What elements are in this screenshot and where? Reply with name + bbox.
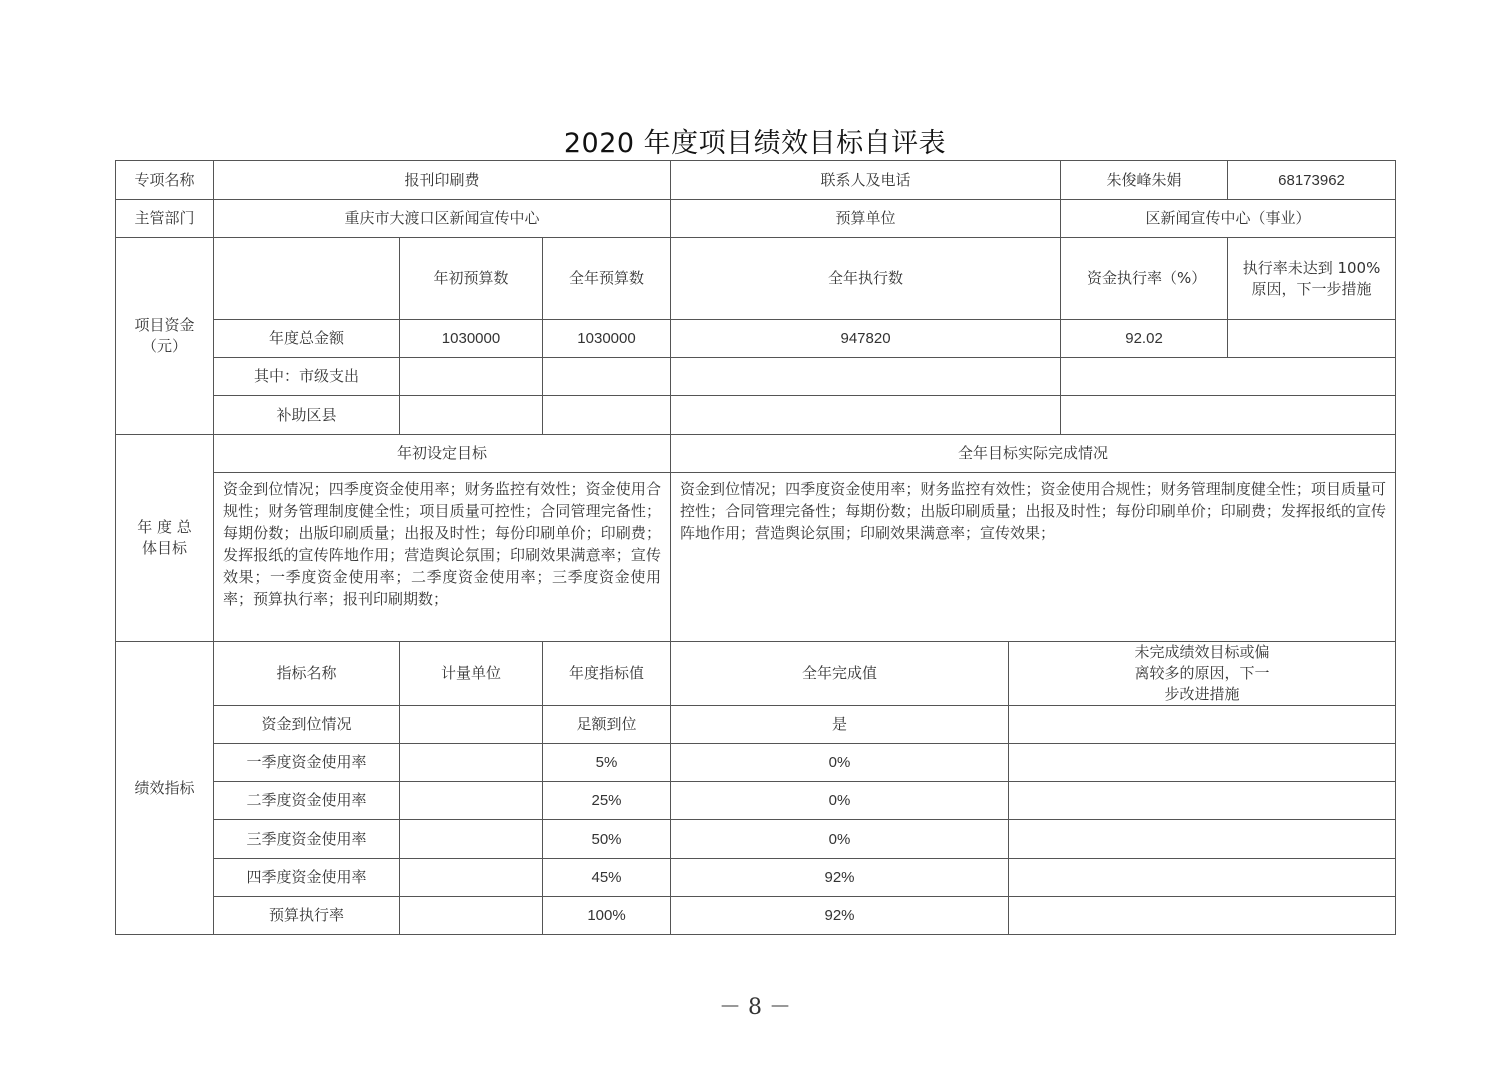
indicator-unit [400,744,543,782]
page-title: 2020 年度项目绩效目标自评表 [563,128,947,159]
header-annual-budget: 全年预算数 [543,238,671,320]
row-funds-header [116,238,1396,320]
funds-executed: 947820 [671,320,1061,358]
indicator-row [116,744,1396,782]
indicator-reason [1009,859,1396,897]
indicator-actual: 92% [671,859,1009,897]
funds-initial: 1030000 [400,320,543,358]
goals-initial-text: 资金到位情况；四季度资金使用率；财务监控有效性；资金使用合规性；财务管理制度健全性；项目质量可控性；合同管理完备性；每期份数；出版印刷质量；出报及时性；每份印刷单价；印刷费；发挥报纸的宣传阵地作用；营造舆论氛围；印刷效果满意率；宣传效果；一季度资金使用率；二季度资金使用率；三季度资金使用率；预算执行率；报刊印刷期数； [214,473,671,642]
funds-row [116,396,1396,435]
indicator-reason [1009,820,1396,859]
funds-row-label: 其中：市级支出 [214,358,400,396]
funds-executed [671,396,1061,435]
indicator-name: 三季度资金使用率 [214,820,400,859]
header-indicator-reason: 未完成绩效目标或偏离较多的原因，下一步改进措施 [1009,642,1396,706]
goals-label: 年 度 总体目标 [116,435,214,642]
funds-initial [400,358,543,396]
indicator-name: 四季度资金使用率 [214,859,400,897]
page-number: － 8 － [719,995,791,1020]
header-indicator-target: 年度指标值 [543,642,671,706]
indicator-reason [1009,897,1396,935]
indicator-actual: 是 [671,706,1009,744]
indicator-actual: 0% [671,782,1009,820]
indicator-target: 100% [543,897,671,935]
indicator-target: 25% [543,782,671,820]
header-indicator-name: 指标名称 [214,642,400,706]
goals-actual-header: 全年目标实际完成情况 [671,435,1396,473]
indicator-name: 一季度资金使用率 [214,744,400,782]
indicators-label: 绩效指标 [116,642,214,935]
indicator-row [116,859,1396,897]
funds-initial [400,396,543,435]
indicator-actual: 0% [671,744,1009,782]
funds-row-label: 年度总金额 [214,320,400,358]
row-project-name [116,161,1396,200]
header-execution-rate: 资金执行率（%） [1061,238,1228,320]
goals-initial-header: 年初设定目标 [214,435,671,473]
header-indicator-actual: 全年完成值 [671,642,1009,706]
indicator-target: 5% [543,744,671,782]
goals-actual-text: 资金到位情况；四季度资金使用率；财务监控有效性；资金使用合规性；财务管理制度健全性；项目质量可控性；合同管理完备性；每期份数；出版印刷质量；出报及时性；每份印刷单价；印刷费；发挥报纸的宣传阵地作用；营造舆论氛围；印刷效果满意率；宣传效果； [671,473,1396,642]
row-indicators-header [116,642,1396,706]
project-name-label: 专项名称 [116,161,214,200]
indicator-target: 足额到位 [543,706,671,744]
funds-rate [1061,396,1396,435]
contact-name: 朱俊峰朱娟 [1061,161,1228,200]
funds-rate: 92.02 [1061,320,1228,358]
indicator-unit [400,897,543,935]
indicator-unit [400,859,543,897]
indicator-unit [400,782,543,820]
row-department [116,200,1396,238]
indicator-reason [1009,744,1396,782]
funds-annual: 1030000 [543,320,671,358]
contact-label: 联系人及电话 [671,161,1061,200]
funds-reason [1228,320,1396,358]
row-goals-header [116,435,1396,473]
indicator-target: 45% [543,859,671,897]
department-label: 主管部门 [116,200,214,238]
funds-annual [543,358,671,396]
project-name-value: 报刊印刷费 [214,161,671,200]
funds-label: 项目资金（元） [116,238,214,435]
funds-row-label: 补助区县 [214,396,400,435]
indicator-name: 预算执行率 [214,897,400,935]
indicator-name: 资金到位情况 [214,706,400,744]
header-indicator-unit: 计量单位 [400,642,543,706]
header-shortfall-reason: 执行率未达到 100% 原因，下一步措施 [1228,238,1396,320]
funds-header-blank [214,238,400,320]
performance-table [115,160,1396,935]
indicator-actual: 0% [671,820,1009,859]
indicator-row [116,782,1396,820]
funds-rate [1061,358,1396,396]
indicator-unit [400,820,543,859]
indicator-name: 二季度资金使用率 [214,782,400,820]
indicator-target: 50% [543,820,671,859]
indicator-actual: 92% [671,897,1009,935]
indicator-reason [1009,782,1396,820]
contact-phone: 68173962 [1228,161,1396,200]
funds-row [116,320,1396,358]
department-value: 重庆市大渡口区新闻宣传中心 [214,200,671,238]
indicator-row [116,706,1396,744]
budget-unit-label: 预算单位 [671,200,1061,238]
budget-unit-value: 区新闻宣传中心（事业） [1061,200,1396,238]
header-executed: 全年执行数 [671,238,1061,320]
indicator-unit [400,706,543,744]
funds-executed [671,358,1061,396]
funds-annual [543,396,671,435]
row-goals-text [116,473,1396,642]
indicator-row [116,820,1396,859]
indicator-reason [1009,706,1396,744]
funds-row [116,358,1396,396]
indicator-row [116,897,1396,935]
header-initial-budget: 年初预算数 [400,238,543,320]
